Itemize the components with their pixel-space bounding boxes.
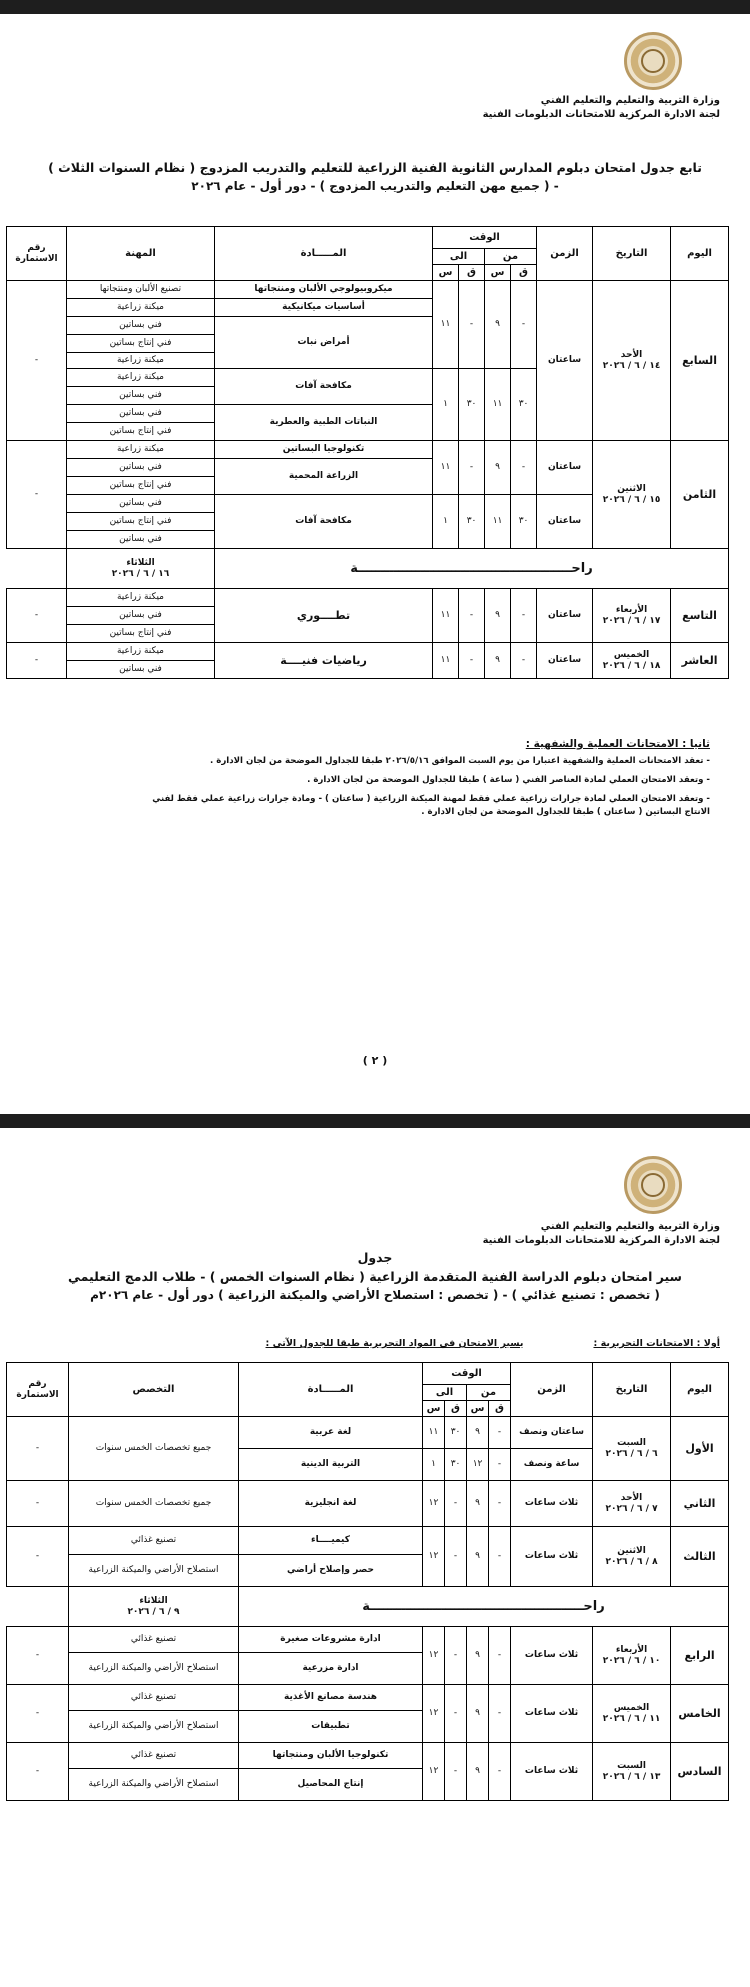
profession-cell: ميكنة زراعية: [67, 353, 215, 369]
table-row: [7, 1685, 729, 1711]
subject-cell: تكنولوجيا البساتين: [215, 441, 433, 459]
row-date: السبت ١٣ / ٦ / ٢٠٢٦: [593, 1743, 671, 1801]
header-from-s: س: [485, 265, 511, 281]
schedule-table-2: [6, 1362, 729, 1801]
row-day: التاسع: [671, 589, 729, 643]
header-to-s: س: [423, 1401, 445, 1417]
time-from-s: ٩: [467, 1527, 489, 1587]
time-to-s: ١١: [433, 281, 459, 369]
profession-cell: فني إنتاج بساتين: [67, 477, 215, 495]
time-from-d: -: [489, 1481, 511, 1527]
notes-cell: -: [7, 589, 67, 643]
row-duration: ثلاث ساعات: [511, 1743, 593, 1801]
row-date: الثلاثاء ١٦ / ٦ / ٢٠٢٦: [67, 549, 215, 589]
table-row: [7, 1417, 729, 1449]
notes-cell: -: [7, 1417, 69, 1481]
title-top: جدول: [357, 1250, 393, 1265]
subject-cell: رياضيات فنيــــة: [215, 643, 433, 679]
subject-cell: كيميــــاء: [239, 1527, 423, 1555]
table-row: [7, 281, 729, 299]
time-from-s: ٩: [467, 1743, 489, 1801]
header-time: الوقت: [433, 227, 537, 249]
notes-cell: -: [7, 1481, 69, 1527]
profession-cell: ميكنة زراعية: [67, 299, 215, 317]
row-day: الأول: [671, 1417, 729, 1481]
specialty-cell: تصنيع غذائي: [69, 1627, 239, 1653]
notes-title: ثانيا : الامتحانات العملية والشفهية :: [525, 738, 710, 750]
ministry-logo-icon: [624, 1156, 682, 1214]
committee-name: لجنة الادارة المركزية للامتحانات الدبلومات الفنية: [482, 1235, 720, 1246]
row-duration: ساعتان: [537, 643, 593, 679]
header-notes: رقم الاستمارة: [7, 1363, 69, 1417]
row-duration: ساعتان: [537, 281, 593, 441]
exam-schedule-page-1: [0, 14, 750, 1114]
profession-cell: ميكنة زراعية: [67, 441, 215, 459]
specialty-cell: جميع تخصصات الخمس سنوات: [69, 1481, 239, 1527]
note-line: - تعقد الامتحانات العملية والشفهية اعتبارا من يوم السبت الموافق ٢٠٢٦/٥/١٦ طبقا للجداول الموضحة من لجان الادارة .: [210, 756, 710, 766]
ministry-name: وزارة التربية والتعليم والتعليم الفني: [540, 1221, 720, 1232]
time-from-s: ٩: [467, 1685, 489, 1743]
subject-cell: هندسة مصانع الأغذية: [239, 1685, 423, 1711]
profession-cell: فني بساتين: [67, 531, 215, 549]
title-line-1: سير امتحان دبلوم الدراسة الفنية المتقدمة الزراعية ( نظام السنوات الخمس ) - طلاب الدمج التعليمي: [68, 1269, 682, 1284]
profession-cell: ميكنة زراعية: [67, 643, 215, 661]
time-from-s: ٩: [467, 1627, 489, 1685]
header-profession: المهنة: [67, 227, 215, 281]
notes-section: [30, 738, 710, 819]
time-from-d: -: [489, 1685, 511, 1743]
time-from-d: ٣٠: [511, 495, 537, 549]
specialty-cell: تصنيع غذائي: [69, 1743, 239, 1769]
time-from-d: -: [511, 643, 537, 679]
subject-cell: الزراعة المحمية: [215, 459, 433, 495]
header-to-d: ق: [459, 265, 485, 281]
time-from-d: -: [489, 1527, 511, 1587]
row-date: الخميس ١٨ / ٦ / ٢٠٢٦: [593, 643, 671, 679]
rest-cell: راحــــــــــــــــــــــــــــــــــــــــــــــــة: [215, 549, 729, 589]
subject-cell: مكافحة آفات: [215, 369, 433, 405]
row-date: الخميس ١١ / ٦ / ٢٠٢٦: [593, 1685, 671, 1743]
ministry-logo-icon: [624, 32, 682, 90]
time-from-s: ١٢: [467, 1449, 489, 1481]
committee-name: لجنة الادارة المركزية للامتحانات الدبلومات الفنية: [482, 109, 720, 120]
rest-cell: راحــــــــــــــــــــــــــــــــــــــــــــــــة: [239, 1587, 729, 1627]
header-specialty: التخصص: [69, 1363, 239, 1417]
time-to-s: ١٢: [423, 1627, 445, 1685]
time-from-s: ٩: [485, 643, 511, 679]
profession-cell: فني إنتاج بساتين: [67, 513, 215, 531]
table-row-rest: [7, 549, 729, 589]
subject-cell: إنتاج المحاصيل: [239, 1769, 423, 1801]
table-row-rest: [7, 1587, 729, 1627]
notes-cell: -: [7, 1527, 69, 1587]
table-row: [7, 1627, 729, 1653]
row-duration: ساعتان: [537, 441, 593, 495]
table-row: [7, 1481, 729, 1527]
subject-cell: النباتات الطبية والعطرية: [215, 405, 433, 441]
notes-cell: -: [7, 281, 67, 441]
row-date: الأحد ٧ / ٦ / ٢٠٢٦: [593, 1481, 671, 1527]
table-row: [7, 441, 729, 459]
header-from-d: ق: [489, 1401, 511, 1417]
profession-cell: فني بساتين: [67, 405, 215, 423]
notes-cell: -: [7, 643, 67, 679]
note-line: - وتعقد الامتحان العملي لمادة العناصر الفني ( ساعة ) طبقا للجداول الموضحة من لجان الادارة .: [307, 775, 710, 785]
profession-cell: فني إنتاج بساتين: [67, 625, 215, 643]
header-day: اليوم: [671, 227, 729, 281]
profession-cell: فني إنتاج بساتين: [67, 335, 215, 353]
profession-cell: فني بساتين: [67, 661, 215, 679]
time-to-s: ١٢: [423, 1481, 445, 1527]
page-number: ( ٢ ): [362, 1054, 388, 1067]
subject-cell: تطبيقات: [239, 1711, 423, 1743]
specialty-cell: استصلاح الأراضي والميكنة الزراعية: [69, 1711, 239, 1743]
time-to-d: ٣٠: [445, 1449, 467, 1481]
row-day: الثاني: [671, 1481, 729, 1527]
title-line-2: - ( جميع مهن التعليم والتدريب المزدوج ) - دور أول - عام ٢٠٢٦: [191, 179, 559, 193]
note-line: الانتاج البساتين ( ساعتان ) طبقا للجداول الموضحة من لجان الادارة .: [421, 807, 710, 817]
time-from-d: -: [489, 1743, 511, 1801]
row-day: السادس: [671, 1743, 729, 1801]
subject-cell: تطــــوري: [215, 589, 433, 643]
header-subject: المـــــادة: [239, 1363, 423, 1417]
time-to-s: ١٢: [423, 1743, 445, 1801]
notes-cell: -: [7, 1743, 69, 1801]
row-duration: ثلاث ساعات: [511, 1527, 593, 1587]
time-to-d: -: [445, 1685, 467, 1743]
time-to-d: -: [445, 1627, 467, 1685]
subject-cell: ادارة مزرعية: [239, 1653, 423, 1685]
profession-cell: فني إنتاج بساتين: [67, 423, 215, 441]
row-duration: ساعتان ونصف: [511, 1417, 593, 1449]
subject-cell: لغة عربية: [239, 1417, 423, 1449]
row-day: العاشر: [671, 643, 729, 679]
profession-cell: تصنيع الألبان ومنتجاتها: [67, 281, 215, 299]
row-duration: ثلاث ساعات: [511, 1685, 593, 1743]
row-date: السبت ٦ / ٦ / ٢٠٢٦: [593, 1417, 671, 1481]
row-date: الثلاثاء ٩ / ٦ / ٢٠٢٦: [69, 1587, 239, 1627]
time-to-s: ١٢: [423, 1685, 445, 1743]
time-to-s: ١١: [433, 643, 459, 679]
time-to-d: -: [459, 441, 485, 495]
header-to: الى: [423, 1385, 467, 1401]
row-date: الأحد ١٤ / ٦ / ٢٠٢٦: [593, 281, 671, 441]
row-duration: ساعتان: [537, 589, 593, 643]
time-from-d: -: [511, 281, 537, 369]
profession-cell: فني بساتين: [67, 387, 215, 405]
profession-cell: ميكنة زراعية: [67, 369, 215, 387]
time-to-s: ١: [433, 495, 459, 549]
row-day: السابع: [671, 281, 729, 441]
subject-cell: أمراض نبات: [215, 317, 433, 369]
time-to-s: ١: [423, 1449, 445, 1481]
profession-cell: فني بساتين: [67, 495, 215, 513]
specialty-cell: تصنيع غذائي: [69, 1527, 239, 1555]
specialty-cell: استصلاح الأراضي والميكنة الزراعية: [69, 1555, 239, 1587]
time-to-d: -: [459, 643, 485, 679]
header-to-s: س: [433, 265, 459, 281]
row-date: الأربعاء ١٠ / ٦ / ٢٠٢٦: [593, 1627, 671, 1685]
time-to-d: -: [445, 1481, 467, 1527]
specialty-cell: جميع تخصصات الخمس سنوات: [69, 1417, 239, 1481]
table-row: [7, 589, 729, 607]
table-row: [7, 643, 729, 661]
time-to-d: ٣٠: [459, 369, 485, 441]
intro-right: يسير الامتحان في المواد التحريرية طبقا للجدول الآتي :: [265, 1338, 524, 1349]
header-from-d: ق: [511, 265, 537, 281]
subject-cell: أساسيات ميكانيكية: [215, 299, 433, 317]
table-row: [7, 1743, 729, 1769]
header-from-s: س: [467, 1401, 489, 1417]
header-notes: رقم الاستمارة: [7, 227, 67, 281]
title-line-1: تابع جدول امتحان دبلوم المدارس الثانوية الفنية الزراعية للتعليم والتدريب المزدوج ( نظام السنوات الثلاث ): [48, 160, 702, 175]
exam-schedule-page-2: [0, 1128, 750, 1987]
time-from-s: ٩: [485, 281, 511, 369]
header-from: من: [485, 249, 537, 265]
time-from-d: -: [489, 1449, 511, 1481]
row-date: الاثنين ٨ / ٦ / ٢٠٢٦: [593, 1527, 671, 1587]
header-duration: الزمن: [537, 227, 593, 281]
subject-cell: التربية الدينية: [239, 1449, 423, 1481]
time-from-s: ٩: [485, 589, 511, 643]
subject-cell: ادارة مشروعات صغيرة: [239, 1627, 423, 1653]
subject-cell: مكافحة آفات: [215, 495, 433, 549]
row-duration: ثلاث ساعات: [511, 1481, 593, 1527]
header-to: الى: [433, 249, 485, 265]
notes-cell: -: [7, 1685, 69, 1743]
time-to-s: ١: [433, 369, 459, 441]
time-from-s: ٩: [467, 1417, 489, 1449]
subject-cell: لغة انجليزية: [239, 1481, 423, 1527]
schedule-table-1: [6, 226, 729, 679]
time-from-s: ١١: [485, 495, 511, 549]
row-duration: ساعة ونصف: [511, 1449, 593, 1481]
note-line: - وتعقد الامتحان العملي لمادة جرارات زراعية عملي فقط لمهنة الميكنة الزراعية ( ساعتان ) - ومادة جرارات زراعية عملي فقط لفني: [152, 794, 710, 804]
profession-cell: فني بساتين: [67, 317, 215, 335]
page-title: [12, 1248, 738, 1305]
header-subject: المـــــادة: [215, 227, 433, 281]
header-date: التاريخ: [593, 227, 671, 281]
time-from-s: ٩: [485, 441, 511, 495]
time-to-d: -: [459, 281, 485, 369]
time-from-d: -: [489, 1417, 511, 1449]
row-day: الثالث: [671, 1527, 729, 1587]
header-to-d: ق: [445, 1401, 467, 1417]
table-row: [7, 1527, 729, 1555]
row-day: الخامس: [671, 1685, 729, 1743]
notes-cell: -: [7, 1627, 69, 1685]
row-duration: ساعتان: [537, 495, 593, 549]
time-from-s: ٩: [467, 1481, 489, 1527]
notes-cell: -: [7, 441, 67, 549]
row-day: الثامن: [671, 441, 729, 549]
time-to-d: ٣٠: [445, 1417, 467, 1449]
time-from-d: -: [489, 1627, 511, 1685]
time-from-s: ١١: [485, 369, 511, 441]
ministry-name: وزارة التربية والتعليم والتعليم الفني: [540, 95, 720, 106]
time-to-d: -: [445, 1743, 467, 1801]
header-from: من: [467, 1385, 511, 1401]
time-to-d: -: [445, 1527, 467, 1587]
time-from-d: -: [511, 441, 537, 495]
profession-cell: ميكنة زراعية: [67, 589, 215, 607]
subject-cell: حصر وإصلاح أراضي: [239, 1555, 423, 1587]
time-to-s: ١١: [433, 589, 459, 643]
intro-line: [60, 1338, 720, 1349]
time-to-d: -: [459, 589, 485, 643]
title-line-2: ( تخصص : تصنيع غذائي ) - ( تخصص : استصلاح الأراضي والميكنة الزراعية ) دور أول - عام ٢٠٢٦م: [90, 1288, 660, 1302]
ministry-header: [483, 94, 720, 122]
profession-cell: فني بساتين: [67, 607, 215, 625]
row-date: الاثنين ١٥ / ٦ / ٢٠٢٦: [593, 441, 671, 549]
time-to-s: ١١: [423, 1417, 445, 1449]
header-day: اليوم: [671, 1363, 729, 1417]
specialty-cell: استصلاح الأراضي والميكنة الزراعية: [69, 1769, 239, 1801]
time-from-d: ٣٠: [511, 369, 537, 441]
subject-cell: ميكروبيولوجي الألبان ومنتجاتها: [215, 281, 433, 299]
subject-cell: تكنولوجيا الألبان ومنتجاتها: [239, 1743, 423, 1769]
specialty-cell: استصلاح الأراضي والميكنة الزراعية: [69, 1653, 239, 1685]
time-to-s: ١٢: [423, 1527, 445, 1587]
page-title: [12, 158, 738, 196]
profession-cell: فني بساتين: [67, 459, 215, 477]
time-to-d: ٣٠: [459, 495, 485, 549]
header-duration: الزمن: [511, 1363, 593, 1417]
header-date: التاريخ: [593, 1363, 671, 1417]
row-duration: ثلاث ساعات: [511, 1627, 593, 1685]
time-to-s: ١١: [433, 441, 459, 495]
intro-left: أولا : الامتحانات التحريرية :: [593, 1338, 720, 1349]
header-time: الوقت: [423, 1363, 511, 1385]
specialty-cell: تصنيع غذائي: [69, 1685, 239, 1711]
time-from-d: -: [511, 589, 537, 643]
row-day: الرابع: [671, 1627, 729, 1685]
ministry-header: [483, 1220, 720, 1248]
row-date: الأربعاء ١٧ / ٦ / ٢٠٢٦: [593, 589, 671, 643]
